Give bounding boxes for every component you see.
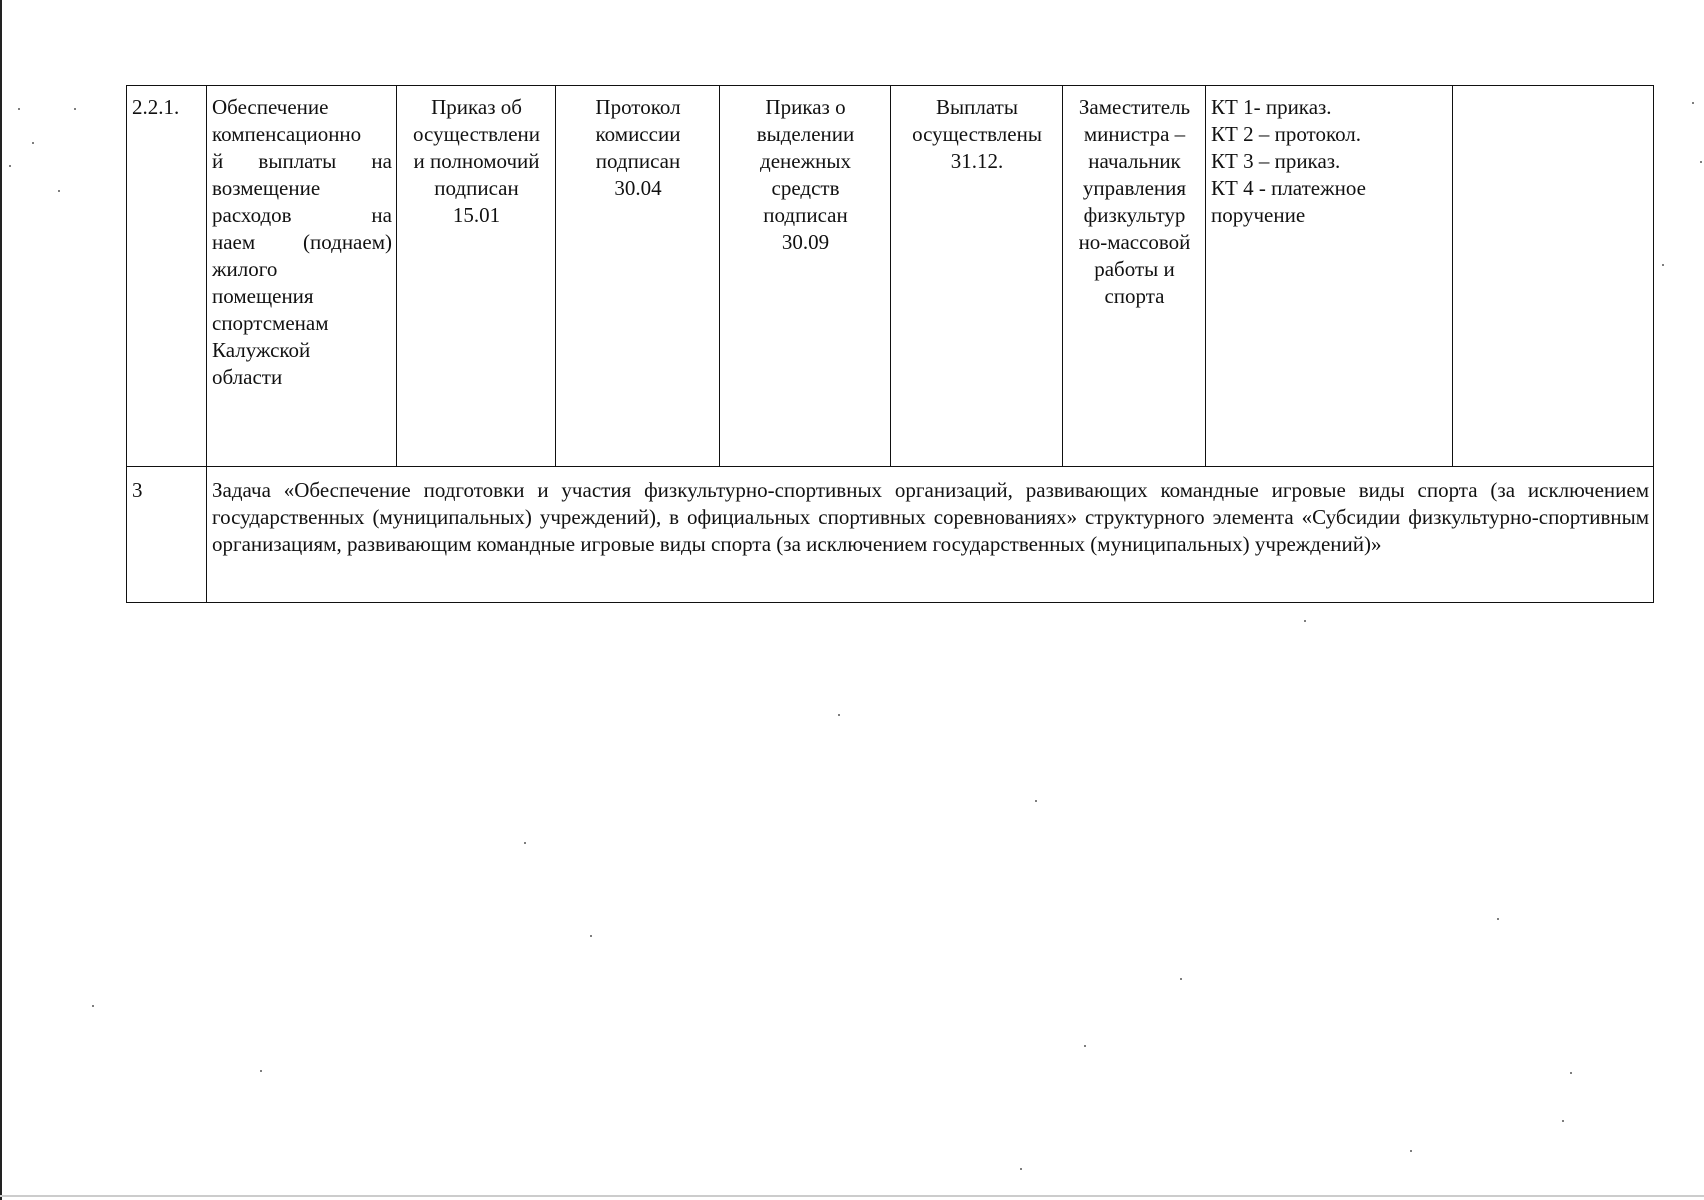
responsible-line: министра – — [1083, 122, 1186, 146]
event-line: наем (поднаем) — [212, 230, 392, 254]
document3-date: 30.09 — [781, 230, 830, 254]
responsible-line: физкультур — [1083, 203, 1186, 227]
document3-line: выделении — [756, 122, 855, 146]
table-row — [127, 467, 1654, 603]
event-line: Калужской — [212, 338, 311, 362]
row-number: 2.2.1. — [132, 95, 180, 119]
responsible-line: управления — [1082, 176, 1187, 200]
row-number-cell — [127, 86, 207, 467]
page-left-edge — [0, 0, 2, 1200]
control-point: КТ 2 – протокол. — [1211, 122, 1362, 146]
responsible-line: начальник — [1088, 149, 1181, 173]
document1-line: подписан — [434, 176, 519, 200]
control-point: КТ 1- приказ. — [1211, 95, 1332, 119]
document2-line: Протокол — [595, 95, 681, 119]
event-line: спортсменам — [212, 311, 329, 335]
event-cell — [207, 86, 397, 467]
control-point: КТ 3 – приказ. — [1211, 149, 1341, 173]
responsible-line: Заместитель — [1078, 95, 1191, 119]
result-line: осуществлены — [912, 122, 1042, 146]
result-line: Выплаты — [936, 95, 1018, 119]
document1-line: осуществлени — [413, 122, 540, 146]
document3-line: Приказ о — [765, 95, 846, 119]
document2-date: 30.04 — [614, 176, 662, 200]
document3-line: денежных — [760, 149, 851, 173]
event-line: возмещение — [212, 176, 321, 200]
responsible-cell — [1063, 86, 1206, 467]
document1-line: и полномочий — [413, 149, 540, 173]
control-point: поручение — [1211, 203, 1306, 227]
page-bottom-edge — [0, 1195, 1704, 1197]
event-line: помещения — [212, 284, 314, 308]
task-description-cell — [207, 467, 1654, 603]
result-date: 31.12. — [950, 149, 1004, 173]
document1-line: Приказ об — [431, 95, 522, 119]
document-table — [126, 85, 1654, 603]
responsible-line: но-массовой — [1078, 230, 1191, 254]
document2-line: подписан — [595, 149, 681, 173]
event-line: компенсационно — [212, 122, 362, 146]
responsible-line: спорта — [1104, 284, 1165, 308]
responsible-line: работы и — [1094, 257, 1175, 281]
task-number-cell — [127, 467, 207, 603]
document2-line: комиссии — [595, 122, 681, 146]
task-description: Задача «Обеспечение подготовки и участия физкультурно-спортивных организаций, развивающих командные игровые виды спорта (за исключением государственных (муниципальных) учреждений), в официальных спортивных соревнованиях» структурного элемента «Субсидии физкультурно-спортивным организациям, развивающим командные игровые виды спорта (за исключением государственных (муниципальных) учреждений)» — [212, 478, 1649, 556]
document3-line: средств — [771, 176, 840, 200]
event-line: расходов на — [212, 203, 392, 227]
event-line: области — [212, 365, 283, 389]
document1-date: 15.01 — [452, 203, 501, 227]
result-cell — [891, 86, 1063, 467]
event-line: Обеспечение — [212, 95, 329, 119]
task-number: 3 — [132, 478, 143, 502]
document1-cell — [397, 86, 556, 467]
control-points-cell — [1206, 86, 1453, 467]
document2-cell — [556, 86, 720, 467]
document3-line: подписан — [763, 203, 848, 227]
control-point: КТ 4 - платежное — [1211, 176, 1366, 200]
document3-cell — [720, 86, 891, 467]
event-line: жилого — [212, 257, 278, 281]
empty-cell — [1453, 86, 1654, 467]
table-row — [127, 86, 1654, 467]
event-line: й выплаты на — [212, 149, 392, 173]
